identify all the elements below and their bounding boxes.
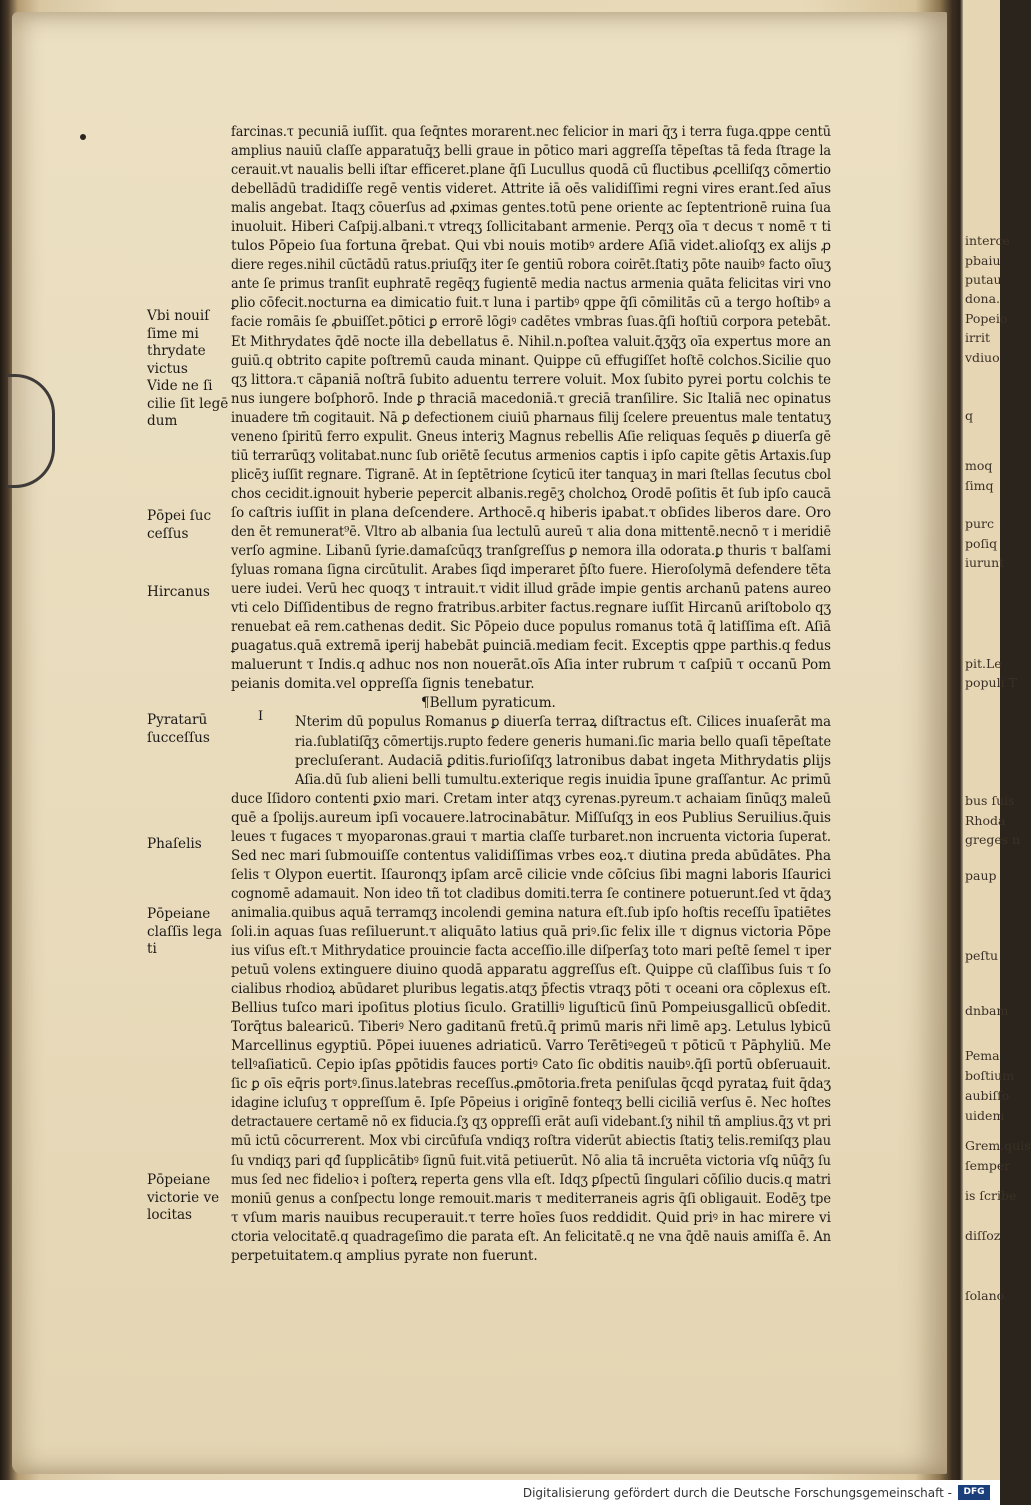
text-line: maluerunt τ Indis.q adhuc nos non nouerāt.oīs Aſia inter rubrum τ caſpiū τ occanū Pom (231, 657, 831, 674)
text-line: ſelis τ Olypon euertit. Iſauronqʒ ipſam arcē cilicie vnde cōſcius ſibi magni laboris Iſaurici (231, 866, 832, 883)
text-line: ſyluas romana ſigna circūtulit. Arabes ſiqd imperaret p̄ſto fuere. Hieroſolymā defendere tēta (231, 562, 832, 579)
footer-credit: Digitalisierung gefördert durch die Deutsche Forschungsgemeinschaft - (522, 1486, 952, 1500)
ink-dot (80, 134, 86, 140)
text-line: ꝑlio cōfecit.nocturna ea dimicatio fuit.τ luna i partibꝰ qppe q̄ſi cōmilitās cū a tergo hoſtibꝰ a (231, 295, 832, 312)
margin-note-pompeiane-victorie (147, 1172, 219, 1225)
footer-bar (0, 1480, 1000, 1505)
text-line: ria.ſublatiſq̄ʒ cōmertijs.rupto federe generis humani.ſic maria bello quaſi tēpeſtate (295, 733, 832, 750)
right-page-fragment: pbaiu (965, 253, 1001, 268)
right-page-fragment: Rhoda (965, 813, 1006, 828)
right-page-fragment: paup (965, 868, 997, 883)
text-line: veneno ſpiritū ferro expulit. Gneus interiʒ Magnus rebellis Aſie reliquas ſequēs ꝑ diuerſa gē (231, 428, 831, 445)
text-line: mus ſed nec fidelioꝛ i poſterꝝ reperta gens vlla eſt. Idqʒ ꝑſpectū ſingulari cōſilio ducis.q matri (231, 1171, 831, 1188)
text-line: facie romāis ſe ꝓbuiſſet.pōtici ꝑ errorē lōgiꝰ cadētes vmbras ſuas.q̄ſi hoſtiū corpora petebāt. (231, 314, 831, 331)
right-page-fragment: pit.Le (965, 656, 1002, 671)
right-page-fragment: ſimq (965, 478, 994, 493)
right-page-fragment: ſemper (965, 1158, 1011, 1173)
margin-note-line: ſime mi (147, 325, 199, 342)
text-line: plicēʒ iuſſit regnare. Tigranē. At in ſeptētrione ſcyticū iter tanquaʒ in mari ſtellas ſecutus cbol (231, 466, 832, 483)
margin-note-line: thrydate (147, 343, 206, 359)
text-line: moniū genus a conſpectu longe remouit.maris τ mediterraneis agris q̄ſi obligauit. Eodēʒ tpe (231, 1190, 831, 1207)
text-line: guiū.q obtrito capite poſtremū cauda minant. Quippe cū effugiſſet hoſtē colchos.Sicilie quo (231, 352, 831, 369)
text-line: duce Iſidoro contenti ꝑxio mari. Cretam inter atqʒ cyrenas.pyreum.τ achaiam ſinūqʒ maleū (231, 790, 832, 807)
right-page-fragment: boſtium (965, 1068, 1015, 1083)
text-line: Aſia.dū ſub alieni belli tumultu.exterique regis inuidia īpune graſſantur. Ac primū (295, 771, 831, 788)
text-line: nus iungere boſphorō. Inde ꝑ thraciā macedoniā.τ greciā tranſilire. Sic Italiā nec opinatus (231, 390, 831, 407)
text-line: tellꝰaſiaticū. Cepio ipſas ꝑpōtidis fauces portiꝰ Cato ſic obditis nauibꝰ.q̄ſi portū obſeruauit. (231, 1057, 831, 1074)
margin-note-line: cilie ſit legē (147, 395, 229, 412)
margin-note-line: Pyratarū (147, 712, 208, 728)
margin-note-line: Pōpeiane (147, 906, 211, 922)
text-line: Nterim dū populus Romanus ꝑ diuerſa terraꝝ diſtractus eſt. Cilices inuaſerāt ma (295, 714, 832, 731)
right-page-fragment: ſolano (965, 1288, 1005, 1303)
text-line: vti celo Diſſidentibus de regno fratribus.arbiter factus.regnare iuſſit Hircanū ariſtobolo qʒ (231, 600, 832, 617)
text-line: malis angebat. Itaqʒ cōuerſus ad ꝓximas gentes.totū pene oriente ac ſeptentrionē ruina ſua (231, 200, 832, 217)
text-line: uere iudei. Verū hec quoqʒ τ intrauit.τ vidit illud grāde impie gentis archanū patens aureo (231, 581, 831, 598)
text-line: Marcellinus egyptiū. Pōpei iuuenes adriaticū. Varro Terētiꝰegeū τ pōticū τ Pāphyliū. Me (231, 1038, 832, 1055)
margin-note-pompeiane-classis (147, 906, 222, 959)
text-line: inuoluit. Hiberi Caſpij.albani.τ vtreqʒ ſollicitabant armenie. Perqʒ oīa τ decus τ nomē τ ti (231, 219, 832, 236)
text-line: peianis domita.vel oppreſſa ſignis tenebatur. (231, 676, 535, 693)
margin-note-line: Hircanus (147, 584, 210, 600)
right-page-fragment: bus ſuis (965, 793, 1015, 808)
text-line: cognomē adamauit. Non ideo tñ tot cladibus domiti.terra ſe continere potuerunt.ſed vt q̄daʒ (231, 885, 832, 902)
text-line: precluſerant. Audaciā ꝑditis.furioſiſqʒ latronibus dabat ingeta Mithrydatis ꝑlijs (295, 752, 831, 769)
right-page-fragment: putau (965, 272, 1002, 287)
right-page-fragment: moq (965, 458, 993, 473)
margin-note-ubi-novissime (147, 308, 228, 431)
right-page-fragment: uidem (965, 1108, 1005, 1123)
right-page-fragment: aubiſſo (965, 1088, 1010, 1103)
margin-note-line: victus (147, 360, 188, 377)
text-line: diere reges.nihil cūctādū ratus.priuſq̄ʒ iter ſe gentiū robora coirēt.ſtatiʒ pōte nauibꝰ facto oīuʒ (231, 257, 831, 274)
text-line: ius viſus eſt.τ Mithrydatice prouincie facta acceſſio.ille diſperſaʒ toto mari peſtē ſemel τ iper (231, 943, 832, 960)
text-line: ſic ꝑ oīs eq̄ris portꝰ.ſinus.latebras receſſus.ꝓmōtoria.freta peniſulas q̄cqd pyrataꝝ fuit q̄daʒ (231, 1076, 831, 1093)
text-line: Et Mithrydates q̄dē nocte illa debellatus ē. Nihil.n.poſtea valuit.q̄ʒq̄ʒ oīa expertus more an (231, 333, 832, 350)
text-line: cialibus rhodioꝝ abūdaret pluribus legatis.atqʒ p̄fectis vtraqʒ pōti τ oceani ora cōplexus eſt. (231, 981, 832, 998)
section-heading: ¶Bellum pyraticum. (421, 695, 556, 712)
margin-note-pompei-successus (147, 508, 211, 543)
right-page-fragment: Pema (965, 1048, 1000, 1063)
margin-note-line: Vide ne ſi (147, 378, 213, 394)
text-line: idagine icluſuʒ τ oppreſſum ē. Ipſe Pōpeius i origīnē fonteqʒ belli ciciliā verſus ē. Nec hoſtes (231, 1095, 832, 1112)
right-page-fragment: peſtu (965, 948, 999, 963)
margin-note-line: ſucceſſus (147, 729, 210, 746)
right-page-fragment: populi T (965, 675, 1017, 690)
text-line: perpetuitatem.q amplius pyrate non fuerunt. (231, 1247, 538, 1264)
text-line: tulos Pōpeio ſua fortuna q̄rebat. Qui vbi nouis motibꝰ ardere Aſiā videt.alioſqʒ ex alijs ꝓ (231, 238, 831, 255)
margin-note-hircanus (147, 584, 210, 602)
margin-note-line: locitas (147, 1207, 193, 1223)
text-line: debellādū tradidiſſe regē ventis videret. Attrite iā oēs validiſſimi regni vires erant.ſed aīus (231, 181, 832, 198)
margin-note-line: Phaſelis (147, 836, 202, 852)
margin-note-line: ti (147, 941, 157, 957)
margin-note-line: Pōpeiane (147, 1172, 211, 1188)
text-line: inuadere tm̄ cogitauit. Nā ꝑ defectionem ciuiū pharnaus filij ſcelere preuentus male tentatuʒ (231, 409, 831, 426)
right-page-fragment: dnbam (965, 1003, 1009, 1018)
text-line: ꝑuagatus.quā extremā iꝑerij habebāt ꝑuinciā.mediam fecit. Exceptis qppe parthis.q fedus (231, 638, 831, 655)
text-line: leues τ fugaces τ myoparonas.graui τ martia claſſe turbaret.non incruenta victoria ſuperat. (231, 828, 832, 845)
text-line: detractauere certamē nō ex fiducia.ſʒ qʒ oppreſſi erāt auſi videbant.ſʒ nihil tñ amplius.q̄ʒ vt pri (231, 1114, 832, 1131)
text-line: verſo agmine. Libanū ſyrie.damaſcūqʒ tranſgreſſus ꝑ nemora illa odorata.ꝑ thuris τ balſami (231, 543, 831, 560)
text-line: amplius nauiū claſſe apparatuq̄ʒ belli graue in pōtico mari aggreſſa tēpeſtas tā feda ſtrage la (231, 143, 832, 160)
margin-note-line: Vbi nouiſ (147, 308, 210, 324)
margin-note-line: Pōpei ſuc (147, 508, 212, 524)
text-line: tiū terrarūqʒ volitabat.nunc ſub oriētē ſecutus armenios captis i ipſo capite gētis Artaxis.ſup (231, 447, 832, 464)
main-text-block (231, 123, 831, 1266)
text-line: chos cecidit.ignouit hyberie pepercit albanis.regēʒ cholchoꝝ Orodē poſitis ēt ſub ipſo caucā (231, 485, 831, 502)
text-line: mū ictū cōcurrerent. Mox vbi circūfuſa vndiqʒ roſtra viderūt abiectis ſtatiʒ telis.remiſqʒ plau (231, 1133, 832, 1150)
metal-clasp (8, 374, 55, 488)
right-page-fragment: irrit (965, 330, 990, 345)
right-page-fragment: purc (965, 516, 995, 531)
margin-note-line: victorie ve (147, 1189, 220, 1206)
text-line: ſu vndiqʒ pari qđ ſupplicātibꝰ ſignū fuit.vitā petiuerūt. Nō alia tā incruēta victoria vſꝗ nūq̄ʒ ſu (231, 1152, 831, 1169)
text-line: Bellius tuſco mari ipoſitus plotius ſiculo. Gratilliꝰ liguſticū ſinū Pompeiusgallicū obſedit. (231, 1000, 831, 1017)
margin-note-line: dum (147, 413, 178, 429)
margin-note-line: claſſis lega (147, 923, 222, 940)
initial-letter: I (258, 709, 264, 724)
margin-note-phaselis (147, 836, 202, 854)
text-line: renuebat eā rem.cathenas dedit. Sic Pōpeio duce populus romanus totā q̄ latiſſima eſt. Aſiā (231, 619, 832, 636)
right-page-fragment: vdiuo (965, 350, 1000, 365)
right-page-fragment: interce (965, 233, 1010, 248)
right-page-fragment: greges n (965, 832, 1021, 847)
text-line: τ vſum maris nauibus recuperauit.τ terre hoīes ſuos reddidit. Quid priꝰ in hac mirere vi (231, 1209, 831, 1226)
text-line: farcinas.τ pecuniā iuſſit. qua ſeq̄ntes morarent.nec felicior in mari q̄ʒ i terra fuga.qppe centū (231, 124, 831, 140)
text-line: ante ſe primus tranſit euphratē regēqʒ fugientē media nactus armenia quāta felicitas viri vno (231, 276, 831, 293)
right-page-fragment: is ſcribe (965, 1188, 1017, 1203)
right-page-fragment: iurunt (965, 555, 1005, 570)
right-page-fragment: Popeio (965, 311, 1008, 326)
right-page-fragment: Grem.quis (965, 1138, 1031, 1153)
right-page-fragment: poſiq (965, 536, 998, 551)
margin-note-line: ceſſus (147, 525, 189, 542)
right-page-fragment: q (965, 408, 974, 423)
right-page-fragment: dona. (965, 291, 1001, 306)
text-line: qʒ littora.τ cāpaniā noſtrā ſubito aduentu terrere voluit. Mox ſubito pyrei portu colchis te (231, 371, 832, 388)
right-page-fragment: diſſoz (965, 1228, 1001, 1243)
text-line: quē a ſpolijs.aureum ipſi vocauere.latrocinabātur. Miſſuſqʒ in eos Publius Seruilius.q̄uis (231, 809, 832, 826)
text-line: ſo caſtris iuſſit in plana deſcendere. Arthocē.q hiberis iꝑabat.τ obſides liberos dare. Oro (231, 504, 832, 521)
right-page-edge (963, 0, 1031, 1480)
text-line: petuū volens extinguere diuino quodā apparatu aggreſſus eſt. Quippe cū claſſibus ſuis τ ſo (231, 962, 831, 979)
text-line: ctoria velocitatē.q quadrageſimo die parata eſt. An felicitatē.q ne vna q̄dē nauis amiſſa ē. An (231, 1228, 831, 1245)
text-line: Torq̄tus balearicū. Tiberiꝰ Nero gaditanū fretū.q̄ primū maris nr̄i limē apꝫ. Letulus lybicū (231, 1019, 831, 1036)
text-line: animalia.quibus aquā terramqʒ incolendi gemina natura eſt.ſub ipſo hoſtis receſſu īpatiētes (231, 904, 831, 921)
text-line: den ēt remunerat⁹ē. Vltro ab albania ſua lectulū aureū τ alia dona mittentē.necnō τ i meridiē (231, 523, 831, 540)
margin-note-pyratarum-successus (147, 712, 210, 747)
text-line: cerauit.vt naualis belli iſtar efficeret.plane q̄ſi Lucullus quodā cū fluctibus ꝓcelliſqʒ cōmertio (231, 162, 831, 179)
text-line: ſoli.in aquas ſuas reſiluerunt.τ aliquāto latius quā priꝰ.ſic felix ille τ dignus victoria Pōpe (231, 923, 831, 940)
text-line: Sed nec mari ſubmouiſſe contentus validiſſimas vrbes eoꝝ.τ diutina preda abūdātes. Pha (231, 847, 831, 864)
dfg-logo: DFG (958, 1485, 990, 1500)
